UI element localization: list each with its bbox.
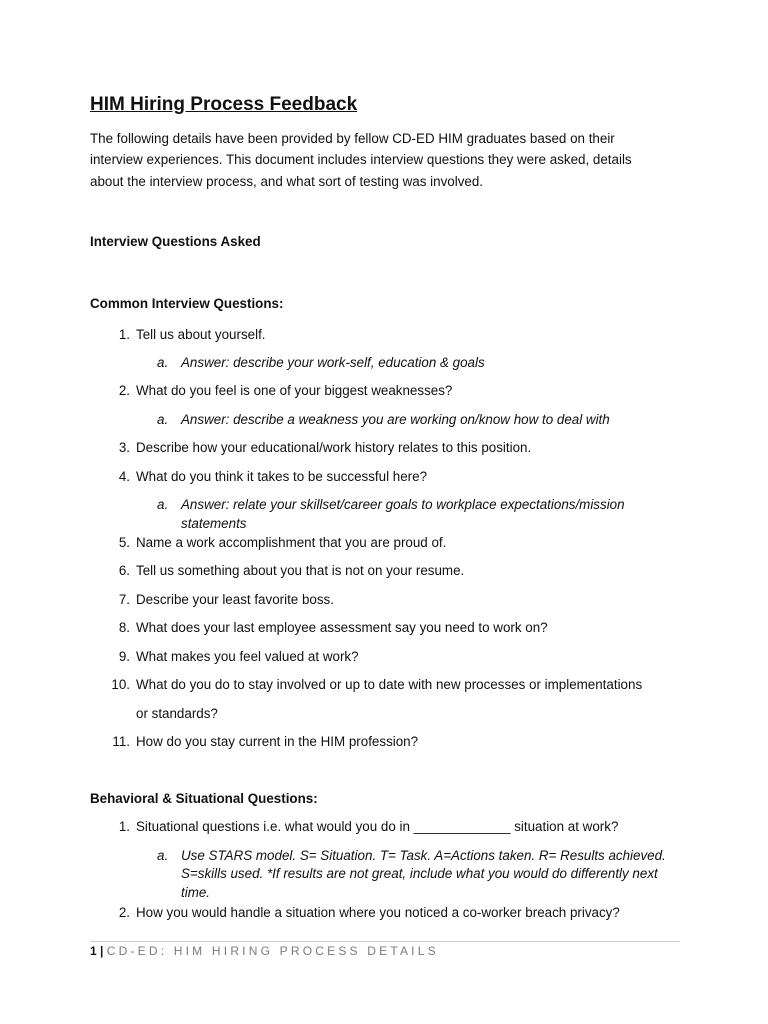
list-number: 2. (118, 383, 130, 398)
sub-list-item-continued: S=skills used. *If results are not great, include what you would do differently next (181, 866, 658, 881)
list-item: What do you feel is one of your biggest weaknesses? (136, 383, 453, 398)
sub-list-letter: a. (157, 355, 169, 370)
footer-divider (90, 941, 680, 942)
page-footer (90, 944, 439, 958)
sub-list-letter: a. (157, 848, 169, 863)
intro-line: about the interview process, and what sort of testing was involved. (90, 174, 484, 189)
section-heading: Common Interview Questions: (90, 296, 284, 311)
sub-list-item: Answer: relate your skillset/career goals to workplace expectations/mission (181, 497, 625, 512)
list-number: 10. (111, 677, 130, 692)
sub-list-item: Answer: describe a weakness you are working on/know how to deal with (181, 412, 610, 427)
list-number: 1. (118, 327, 130, 342)
list-item: How you would handle a situation where you noticed a co-worker breach privacy? (136, 905, 620, 920)
sub-list-item: Use STARS model. S= Situation. T= Task. A=Actions taken. R= Results achieved. (181, 848, 666, 863)
list-number: 6. (118, 563, 130, 578)
sub-list-item-continued: time. (181, 885, 211, 900)
section-heading: Behavioral & Situational Questions: (90, 791, 318, 806)
list-item: What do you think it takes to be successful here? (136, 469, 428, 484)
list-number: 3. (118, 440, 130, 455)
list-number: 5. (118, 535, 130, 550)
list-item: Describe how your educational/work history relates to this position. (136, 440, 532, 455)
list-item-continued: or standards? (136, 706, 218, 721)
intro-line: The following details have been provided by fellow CD-ED HIM graduates based on their (90, 131, 615, 146)
list-number: 2. (118, 905, 130, 920)
sub-list-letter: a. (157, 412, 169, 427)
list-number: 7. (118, 592, 130, 607)
list-number: 1. (118, 819, 130, 834)
list-number: 4. (118, 469, 130, 484)
list-number: 9. (118, 649, 130, 664)
document-title: HIM Hiring Process Feedback (90, 94, 358, 115)
list-item: Describe your least favorite boss. (136, 592, 334, 607)
list-number: 11. (112, 734, 130, 749)
list-item: How do you stay current in the HIM profession? (136, 734, 419, 749)
sub-list-item-continued: statements (181, 516, 247, 531)
sub-list-item: Answer: describe your work-self, education & goals (181, 355, 485, 370)
list-item: Name a work accomplishment that you are proud of. (136, 535, 447, 550)
intro-line: interview experiences. This document includes interview questions they were asked, details (90, 152, 632, 167)
section-heading: Interview Questions Asked (90, 234, 261, 249)
list-item: What does your last employee assessment say you need to work on? (136, 620, 548, 635)
sub-list-letter: a. (157, 497, 169, 512)
list-number: 8. (118, 620, 130, 635)
list-item: Tell us about yourself. (136, 327, 266, 342)
list-item: Tell us something about you that is not on your resume. (136, 563, 465, 578)
footer-title: CD-ED: HIM HIRING PROCESS DETAILS (106, 944, 439, 958)
list-item: What do you do to stay involved or up to date with new processes or implementations (136, 677, 643, 692)
list-item: Situational questions i.e. what would you do in _____________ situation at work? (136, 819, 619, 834)
list-item: What makes you feel valued at work? (136, 649, 359, 664)
page-number: 1 | (90, 944, 104, 958)
